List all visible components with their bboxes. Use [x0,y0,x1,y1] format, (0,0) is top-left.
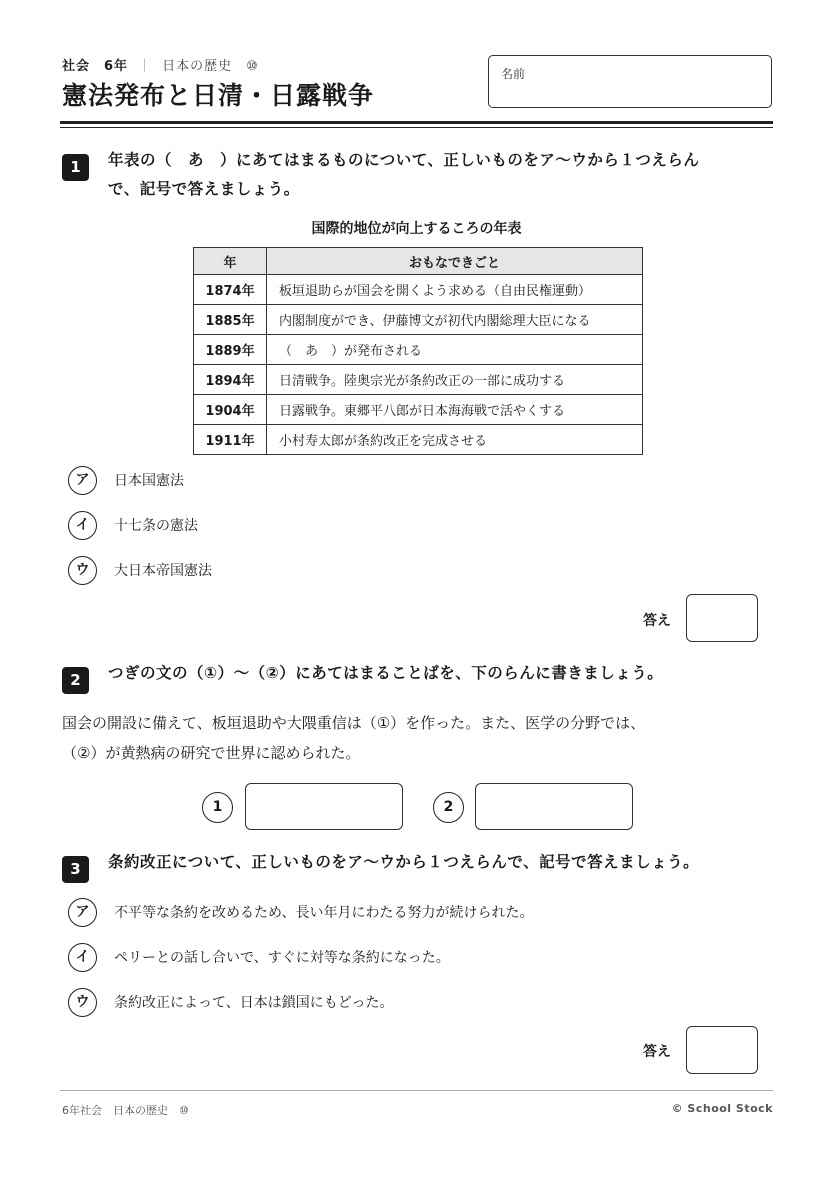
table-cell-event: 板垣退助らが国会を開くよう求める（自由民権運動） [267,275,643,305]
table-row [194,275,643,305]
question-2-paragraph-line2: （②）が黄熱病の研究で世界に認められた。 [62,744,361,762]
table-header-row [194,248,643,275]
footer-copyright: © School Stock [671,1102,773,1115]
blank-2-answer-box[interactable] [475,783,633,830]
table-row [194,425,643,455]
q3-choice-u-mark: ウ [68,988,97,1017]
table-header-event: おもなできごと [267,248,643,275]
header-separator: ｜ [138,59,153,74]
blank-2-mark: 2 [433,792,464,823]
header-rule-thick [60,121,773,124]
q3-choice-a-mark: ア [68,898,97,927]
q1-choice-a-text: 日本国憲法 [114,473,184,489]
table-cell-year: 1894年 [194,365,267,395]
page-title: 憲法発布と日清・日露戦争 [62,81,375,110]
table-cell-year: 1885年 [194,305,267,335]
q1-choice-i-mark: イ [68,511,97,540]
q1-choice-a-mark: ア [68,466,97,495]
table-cell-event: （ あ ）が発布される [267,335,643,365]
name-label: 名前 [501,67,526,81]
table-cell-year: 1911年 [194,425,267,455]
name-field[interactable] [488,55,772,108]
table-cell-year: 1904年 [194,395,267,425]
unit-label: 日本の歴史 ⑩ [162,59,259,74]
question-1-number: 1 [62,154,89,181]
q1-choice-i-text: 十七条の憲法 [114,518,198,534]
question-2-number: 2 [62,667,89,694]
q3-choice-i-mark: イ [68,943,97,972]
table-cell-event: 小村寿太郎が条約改正を完成させる [267,425,643,455]
table-row [194,365,643,395]
question-2-paragraph-line1: 国会の開設に備えて、板垣退助や大隈重信は（①）を作った。また、医学の分野では、 [62,714,646,732]
table-cell-year: 1889年 [194,335,267,365]
table-row [194,395,643,425]
blank-1-answer-box[interactable] [245,783,403,830]
table-cell-year: 1874年 [194,275,267,305]
q1-answer-label: 答え [643,613,671,629]
q3-answer-label: 答え [643,1044,671,1060]
header-rule-thin [60,127,773,128]
footer-left-label: 6年社会 日本の歴史 ⑩ [62,1104,189,1117]
timeline-table-title: 国際的地位が向上するころの年表 [311,221,522,237]
table-header-year: 年 [194,248,267,275]
footer-rule [60,1090,773,1091]
question-2-text: つぎの文の（①）～（②）にあてはまることばを、下のらんに書きましょう。 [108,664,664,682]
blank-1-mark: 1 [202,792,233,823]
question-3-number: 3 [62,856,89,883]
question-1-text-line2: で、記号で答えましょう。 [108,180,300,198]
table-cell-event: 日露戦争。東郷平八郎が日本海海戦で活やくする [267,395,643,425]
table-row [194,335,643,365]
table-row [194,305,643,335]
table-cell-event: 日清戦争。陸奥宗光が条約改正の一部に成功する [267,365,643,395]
question-3-text: 条約改正について、正しいものをア～ウから１つえらんで、記号で答えましょう。 [108,853,700,871]
grade-subject: 社会 6年 [62,59,129,74]
subject-label [62,55,259,74]
timeline-table [193,247,643,455]
q3-answer-box[interactable] [686,1026,758,1074]
question-1-text-line1: 年表の（ あ ）にあてはまるものについて、正しいものをア～ウから１つえらん [108,151,700,169]
q1-choice-u-text: 大日本帝国憲法 [114,563,212,579]
q3-choice-i-text: ペリーとの話し合いで、すぐに対等な条約になった。 [114,950,450,966]
q3-choice-a-text: 不平等な条約を改めるため、長い年月にわたる努力が続けられた。 [114,905,534,921]
q1-answer-box[interactable] [686,594,758,642]
q3-choice-u-text: 条約改正によって、日本は鎖国にもどった。 [114,995,394,1011]
q1-choice-u-mark: ウ [68,556,97,585]
table-cell-event: 内閣制度ができ、伊藤博文が初代内閣総理大臣になる [267,305,643,335]
